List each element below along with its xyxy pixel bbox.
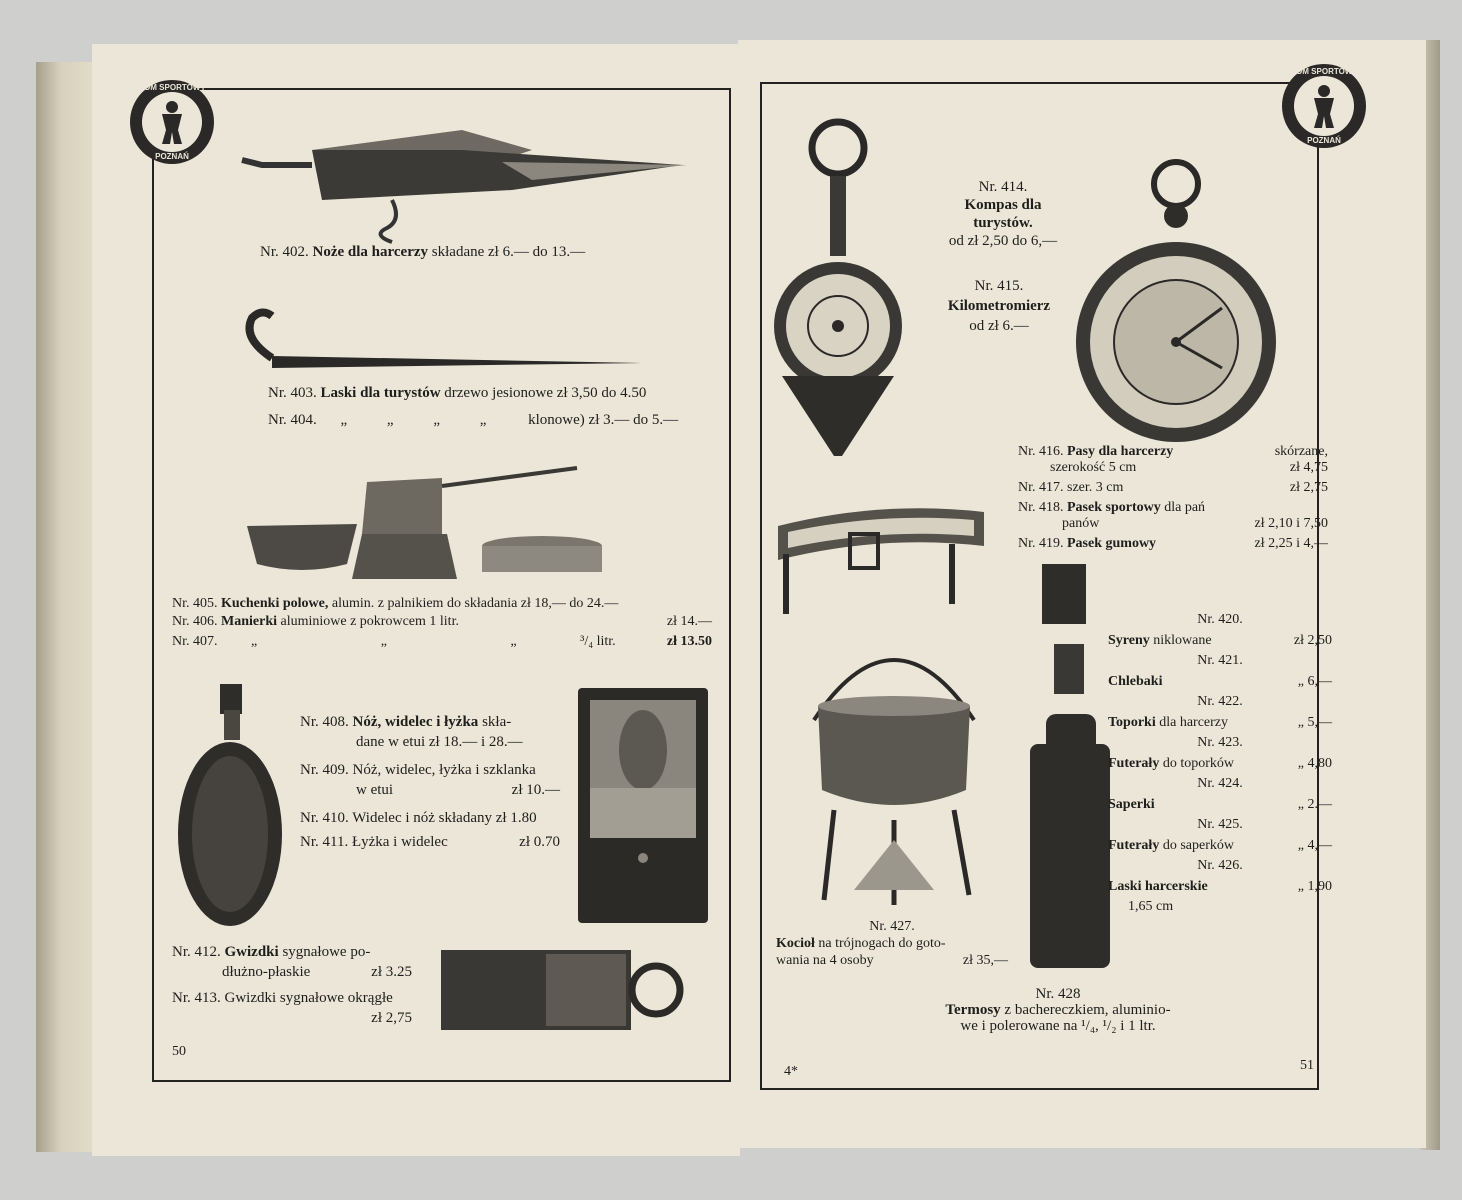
item-412-block: Nr. 412. Gwizdki sygnałowe po- dłużno-płaskie zł 3.25 xyxy=(172,944,412,980)
logo-bottom-text: POZNAŃ xyxy=(1307,136,1341,145)
field-stove-illustration xyxy=(242,464,642,594)
item-414-block: Nr. 414. Kompas dla turystów. od zł 2,50 do 6,— xyxy=(948,179,1058,249)
belt-illustration xyxy=(772,504,1002,624)
item-409-block: Nr. 409. Nóż, widelec, łyżka i szklanka w etui zł 10.— xyxy=(300,762,560,798)
item-410-line: Nr. 410. Widelec i nóż składany zł 1.80 xyxy=(300,810,537,826)
item-408-block: Nr. 408. Nóż, widelec i łyżka skła- dane w etui zł 18.— i 28.— xyxy=(300,714,523,750)
item-403-line: Nr. 403. Laski dla turystów drzewo jesionowe zł 3,50 do 4.50 xyxy=(268,385,647,401)
logo-top-text: DOM SPORTOWY xyxy=(1290,67,1358,76)
book-edge-left xyxy=(36,62,98,1152)
item-405-line: Nr. 405. Kuchenki polowe, alumin. z palnikiem do składania zł 18,— do 24.— xyxy=(172,596,619,611)
item-text: składane zł 6.— do 13.— xyxy=(431,244,586,260)
cutlery-case-illustration xyxy=(568,670,718,930)
dom-sportowy-logo xyxy=(130,80,214,164)
canteen-illustration xyxy=(172,684,302,934)
item-428-block: Nr. 428 Termosy z bachereczkiem, aluminio- we i polerowane na ¹/₄, ¹/₂ i 1 ltr. xyxy=(945,986,1171,1034)
list-item-nr: Nr. 420. xyxy=(1197,612,1243,627)
item-418-block: Nr. 418. Pasek sportowy dla pań panów zł 2,10 i 7,50 xyxy=(1018,500,1328,531)
item-411-line: Nr. 411. Łyżka i widelec zł 0.70 xyxy=(300,834,560,850)
dom-sportowy-logo-right xyxy=(1282,64,1366,148)
item-415-block: Nr. 415. Kilometromierz od zł 6.— xyxy=(947,278,1051,334)
page-number-left: 50 xyxy=(172,1044,186,1059)
walking-stick-illustration xyxy=(232,308,652,378)
item-427-block: Nr. 427. Kocioł na trójnogach do goto- wania na 4 osoby zł 35,— xyxy=(776,919,1008,968)
item-nr: Nr. 402. xyxy=(260,244,309,260)
right-page xyxy=(738,40,1426,1148)
logo-top-text: DOM SPORTOWY xyxy=(138,83,206,92)
kilometromierz-illustration xyxy=(772,116,932,461)
kettle-tripod-illustration xyxy=(794,640,1004,910)
item-name: Noże dla harcerzy xyxy=(312,244,429,260)
folding-knife-illustration xyxy=(232,110,692,260)
item-413-block: Nr. 413. Gwizdki sygnałowe okrągłe zł 2,75 xyxy=(172,990,412,1026)
item-419-line: Nr. 419. Pasek gumowy zł 2,25 i 4,— xyxy=(1018,536,1328,551)
page-number-right: 51 xyxy=(1300,1058,1314,1073)
item-402-line xyxy=(260,244,585,260)
signature-mark: 4* xyxy=(784,1064,798,1079)
item-404-line: Nr. 404. „ „ „ „ klonowe) zł 3.— do 5.— xyxy=(268,412,679,428)
item-416-block: Nr. 416. Pasy dla harcerzy skórzane, szerokość 5 cm zł 4,75 xyxy=(1018,444,1328,475)
whistle-illustration xyxy=(436,940,696,1030)
left-page xyxy=(92,44,740,1156)
athlete-icon xyxy=(154,100,190,144)
item-417-line: Nr. 417. szer. 3 cm zł 2,75 xyxy=(1018,480,1328,495)
item-406-line: Nr. 406. Manierki aluminiowe z pokrowcem 1 litr. zł 14.— xyxy=(172,614,712,629)
items-420-426-list: Nr. 420. Syreny niklowane zł 2,50 Nr. 421. Chlebaki „ 6,— Nr. 422. Toporki dla harcerzy „ 5,— Nr. 423. Futerały do toporków „ 4,80 Nr. 424. Saperki „ 2.— Nr. 425. Futerały do saperków „ 4,— Nr. 426. Laski harcerskie „ 1,90 1,65 cm xyxy=(1108,612,1332,914)
compass-illustration xyxy=(1072,158,1282,448)
logo-bottom-text: POZNAŃ xyxy=(155,152,189,161)
athlete-icon xyxy=(1306,84,1342,128)
item-407-line: Nr. 407. „ „ „ ³/₄ litr. zł 13.50 xyxy=(172,634,712,649)
